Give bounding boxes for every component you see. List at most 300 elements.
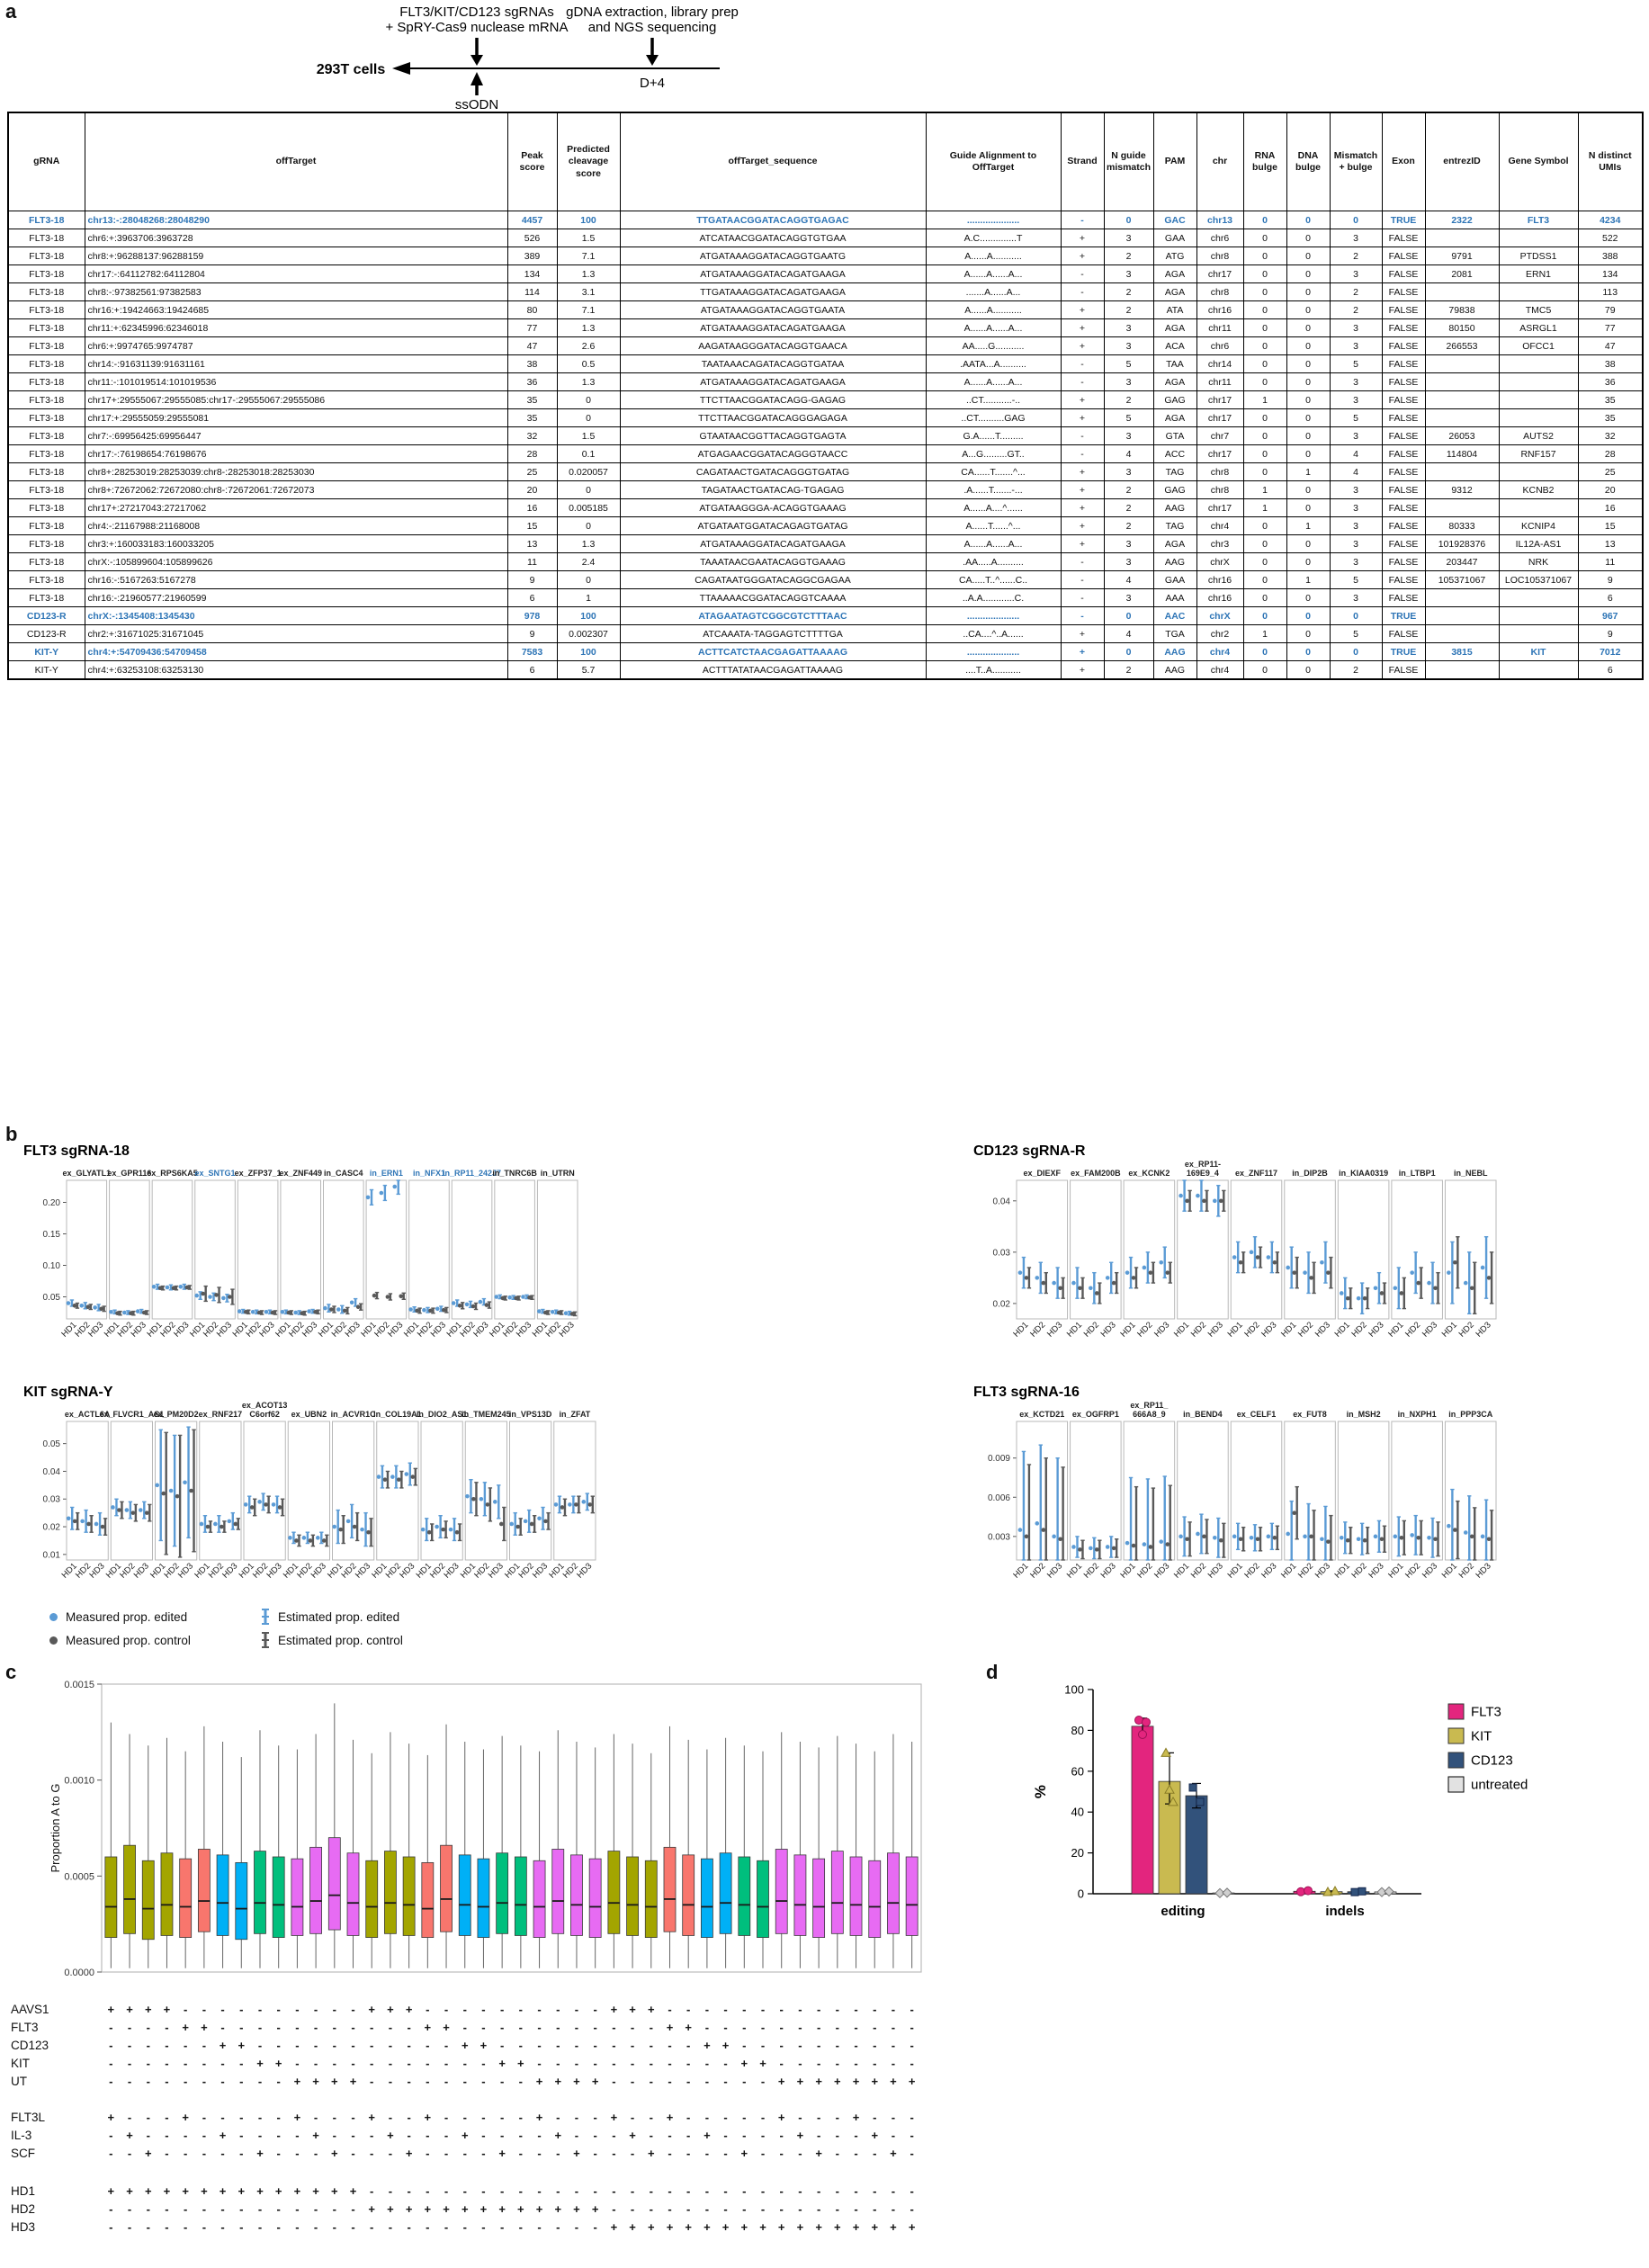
table-cell: - [1061, 211, 1104, 229]
plus-minus-cell: + [461, 2039, 469, 2052]
plus-minus-cell: + [535, 2111, 543, 2124]
table-cell: 3 [1330, 427, 1382, 445]
column-header: N distinct UMIs [1578, 112, 1643, 211]
plus-minus-cell: + [517, 2202, 524, 2216]
table-cell: AAA [1153, 589, 1196, 607]
x-tick-label: HD1 [1439, 1320, 1459, 1340]
table-cell: ATGATAAAGGATACAGGTGAATG [620, 247, 926, 265]
measured-dot [214, 1293, 219, 1297]
table-cell: 0 [1104, 211, 1153, 229]
plus-minus-cell: - [891, 2039, 896, 2052]
plus-minus-cell: - [854, 2147, 858, 2160]
plus-minus-cell: - [351, 2021, 355, 2034]
measured-dot [336, 1307, 341, 1312]
table-cell: ATG [1153, 247, 1196, 265]
table-cell: chr16 [1196, 589, 1243, 607]
x-tick-label: HD1 [188, 1320, 208, 1340]
table-cell: CA.....T..^......C.. [926, 571, 1061, 589]
measured-dot [175, 1494, 180, 1499]
table-cell: ATCAAATA-TAGGAGTCTTTTGA [620, 625, 926, 643]
measured-dot [1363, 1538, 1367, 1543]
plus-minus-cell: - [370, 2184, 374, 2198]
plus-minus-cell: - [257, 2003, 263, 2016]
measured-dot [1447, 1270, 1451, 1275]
table-cell: A......A......A... [926, 373, 1061, 391]
plus-minus-cell: - [537, 2184, 542, 2198]
table-cell: 5 [1330, 409, 1382, 427]
plus-minus-cell: - [910, 2184, 914, 2198]
facet-label: ex_RPS6KA5 [147, 1169, 198, 1178]
plus-minus-cell: + [573, 2147, 580, 2160]
x-tick-label: HD3 [86, 1320, 106, 1340]
table-cell: 0 [1243, 445, 1286, 463]
plus-minus-cell: - [462, 2057, 467, 2070]
plus-minus-cell: - [891, 2129, 896, 2142]
facet-panel [281, 1180, 321, 1319]
table-cell: FALSE [1382, 571, 1425, 589]
table-cell: 266553 [1425, 337, 1499, 355]
table-cell: - [1061, 427, 1104, 445]
table-cell: TRUE [1382, 643, 1425, 661]
plus-minus-cell: - [202, 2147, 207, 2160]
x-tick-label: HD1 [193, 1561, 212, 1581]
plus-minus-cell: - [257, 2021, 263, 2034]
table-cell: 80150 [1425, 319, 1499, 337]
table-cell: + [1061, 319, 1104, 337]
plus-minus-cell: - [239, 2147, 244, 2160]
plus-minus-cell: + [890, 2220, 897, 2234]
plus-minus-cell: + [610, 2111, 618, 2124]
measured-dot [1250, 1536, 1254, 1540]
table-cell: 36 [507, 373, 557, 391]
table-cell: FLT3-18 [8, 319, 85, 337]
plus-minus-cell: - [370, 2075, 374, 2088]
plus-minus-cell: - [574, 2111, 579, 2124]
x-tick-label: HD1 [1118, 1561, 1138, 1581]
plus-minus-cell: - [537, 2147, 542, 2160]
x-tick-label: HD3 [131, 1561, 151, 1581]
group-label: indels [1325, 1904, 1365, 1919]
table-cell: + [1061, 661, 1104, 680]
x-tick-label: HD3 [1420, 1320, 1440, 1340]
table-cell: chr16:-:21960577:21960599 [85, 589, 507, 607]
table-cell: 0 [1286, 589, 1330, 607]
plus-minus-cell: - [686, 2003, 691, 2016]
table-cell: ERN1 [1499, 265, 1578, 283]
measured-dot [1292, 1511, 1296, 1515]
table-cell: + [1061, 337, 1104, 355]
measured-dot [257, 1500, 262, 1504]
plus-minus-cell: - [444, 2075, 449, 2088]
measured-dot [427, 1530, 432, 1535]
y-tick-label: 0.0005 [64, 1871, 94, 1883]
plus-minus-cell: - [276, 2021, 281, 2034]
experiment-schematic [297, 2, 801, 112]
plus-minus-cell: + [890, 2075, 897, 2088]
table-cell: ..CT..........GAG [926, 409, 1061, 427]
table-cell: ..CT...........-.. [926, 391, 1061, 409]
plus-minus-cell: - [723, 2184, 728, 2198]
plus-minus-cell: - [556, 2021, 560, 2034]
plus-minus-cell: - [276, 2129, 281, 2142]
table-cell: 3 [1104, 319, 1153, 337]
facet-label: ex_RP11_ [1130, 1401, 1169, 1410]
facet-label: in_ERN1 [369, 1169, 403, 1178]
measured-dot [1071, 1281, 1076, 1286]
measured-dot [435, 1525, 439, 1529]
facet-label: in_NXPH1 [1397, 1410, 1437, 1419]
plus-minus-cell: - [760, 2021, 766, 2034]
plus-minus-cell: - [370, 2057, 374, 2070]
table-cell: ATGATAAGGGA-ACAGGTGAAAG [620, 499, 926, 517]
plus-minus-cell: - [109, 2075, 113, 2088]
table-cell: TTGATAACGGATACAGGTGAGAC [620, 211, 926, 229]
table-cell: 1.3 [557, 265, 620, 283]
facet-panel [510, 1421, 551, 1560]
plus-minus-cell: - [351, 2039, 355, 2052]
y-tick-label: 0.04 [992, 1197, 1010, 1207]
measured-dot [408, 1307, 413, 1312]
plus-minus-cell: - [593, 2003, 597, 2016]
plus-minus-cell: - [351, 2147, 355, 2160]
table-cell: 2 [1104, 391, 1153, 409]
x-tick-label: HD2 [415, 1320, 435, 1340]
measured-dot [1018, 1270, 1023, 1275]
x-tick-label: HD1 [458, 1561, 479, 1581]
table-row [8, 319, 1643, 337]
measured-dot [404, 1472, 408, 1476]
measured-dot [1239, 1260, 1243, 1265]
table-cell: GTA [1153, 427, 1196, 445]
measured-dot [441, 1528, 445, 1532]
plus-minus-cell: + [777, 2111, 785, 2124]
plus-minus-cell: + [554, 2202, 562, 2216]
x-tick-label: HD1 [1011, 1561, 1031, 1581]
plus-minus-cell: + [126, 2129, 133, 2142]
plus-minus-cell: - [481, 2220, 486, 2234]
plus-minus-cell: - [556, 2184, 560, 2198]
measured-dot [117, 1508, 121, 1512]
plus-minus-cell: - [537, 2021, 542, 2034]
table-cell: chr13 [1196, 211, 1243, 229]
measured-dot [1095, 1291, 1099, 1295]
plus-minus-cell: - [835, 2129, 840, 2142]
plus-minus-cell: - [239, 2129, 244, 2142]
x-tick-label: HD1 [370, 1561, 390, 1581]
facet-label: ex_OGFRP1 [1071, 1410, 1119, 1419]
facet-label: in_ZFAT [559, 1410, 591, 1419]
plus-minus-cell: + [573, 2075, 580, 2088]
x-tick-label: HD3 [129, 1320, 148, 1340]
x-tick-label: HD2 [201, 1320, 221, 1340]
plus-minus-cell: - [388, 2039, 393, 2052]
measured-dot [208, 1295, 212, 1299]
facet-label: ex_RNF217 [198, 1410, 243, 1419]
plus-minus-cell: - [612, 2057, 616, 2070]
plus-minus-cell: - [388, 2021, 393, 2034]
measured-dot [1035, 1521, 1039, 1526]
plus-minus-cell: + [479, 2039, 488, 2052]
measured-dot [500, 1296, 505, 1301]
table-cell: 1 [1286, 463, 1330, 481]
measured-dot [1394, 1286, 1398, 1290]
table-cell: FLT3-18 [8, 355, 85, 373]
measured-dot [316, 1536, 320, 1540]
table-cell: 0 [1243, 283, 1286, 301]
matrix-row-label: FLT3 [11, 2021, 39, 2034]
table-cell: 2 [1330, 283, 1382, 301]
plus-minus-cell: + [479, 2202, 488, 2216]
editing-indels-bar-chart [1008, 1673, 1642, 1961]
table-cell: chr2 [1196, 625, 1243, 643]
table-cell: 47 [1578, 337, 1643, 355]
plus-minus-cell: + [908, 2075, 916, 2088]
table-cell [1425, 391, 1499, 409]
measured-dot [543, 1519, 548, 1524]
column-header: Gene Symbol [1499, 112, 1578, 211]
plus-minus-cell: - [257, 2111, 263, 2124]
table-header-row [8, 112, 1643, 211]
plus-minus-cell: - [426, 2075, 430, 2088]
plus-minus-cell: - [499, 2129, 505, 2142]
x-tick-label: HD2 [1242, 1320, 1262, 1340]
plus-minus-cell: - [146, 2075, 150, 2088]
plus-minus-cell: - [146, 2202, 150, 2216]
table-cell: 0 [1286, 373, 1330, 391]
measured-dot [1464, 1281, 1468, 1286]
x-tick-label: HD2 [383, 1561, 403, 1581]
table-cell: RNF157 [1499, 445, 1578, 463]
measured-dot [1292, 1270, 1296, 1275]
plus-minus-cell: - [257, 2039, 263, 2052]
column-header: Exon [1382, 112, 1425, 211]
table-cell [1499, 229, 1578, 247]
x-tick-label: HD3 [1313, 1561, 1333, 1581]
table-cell: 3 [1104, 265, 1153, 283]
y-tick-label: 0.0015 [64, 1680, 94, 1690]
plus-minus-cell: - [426, 2003, 430, 2016]
x-tick-label: HD3 [1420, 1561, 1440, 1581]
plus-minus-cell: + [647, 2003, 655, 2016]
plus-minus-cell: - [686, 2202, 691, 2216]
y-tick-label: 0.01 [42, 1550, 60, 1561]
table-cell: AGA [1153, 535, 1196, 553]
box [441, 1845, 453, 1932]
x-tick-label: HD1 [1118, 1320, 1138, 1340]
table-cell: chr8+:28253019:28253039:chr8-:28253018:28253030 [85, 463, 507, 481]
column-header: Strand [1061, 112, 1104, 211]
facet-label: ex_PM20D2 [153, 1410, 199, 1419]
table-cell: TGA [1153, 625, 1196, 643]
facet-label: ex_UBN2 [291, 1410, 327, 1419]
measured-dot [332, 1525, 336, 1529]
measured-dot [1346, 1538, 1350, 1543]
measured-dot [294, 1538, 299, 1543]
table-cell: 0 [1243, 265, 1286, 283]
table-row [8, 391, 1643, 409]
table-cell: 389 [507, 247, 557, 265]
y-tick-label: 0.0010 [64, 1775, 94, 1787]
plus-minus-cell: - [295, 2039, 300, 2052]
measured-dot [397, 1477, 401, 1482]
facet-label: in_TMEM245 [462, 1410, 511, 1419]
measured-dot [183, 1480, 187, 1484]
table-cell: 3 [1330, 373, 1382, 391]
measured-dot [250, 1505, 255, 1510]
measured-dot [1400, 1536, 1404, 1540]
table-cell: - [1061, 445, 1104, 463]
table-cell: 0 [1243, 571, 1286, 589]
plus-minus-cell: + [182, 2184, 189, 2198]
measured-dot [390, 1475, 395, 1479]
facet-label: ex_FAM200B [1071, 1169, 1121, 1178]
table-cell: TAAATAACGAATACAGGTGAAAG [620, 553, 926, 571]
measured-dot [410, 1475, 415, 1479]
x-tick-label: HD1 [1332, 1561, 1352, 1581]
table-cell: 0 [1243, 427, 1286, 445]
column-header: offTarget [85, 112, 507, 211]
measured-dot [574, 1502, 578, 1507]
table-cell: AGA [1153, 283, 1196, 301]
plot-title: CD123 sgRNA-R [973, 1143, 1086, 1159]
table-cell: - [1061, 355, 1104, 373]
table-cell: chr16 [1196, 301, 1243, 319]
plus-minus-cell: - [462, 2220, 467, 2234]
box [198, 1849, 210, 1932]
plus-minus-cell: - [704, 2147, 710, 2160]
table-cell: chr4 [1196, 517, 1243, 535]
table-cell: 0 [1243, 355, 1286, 373]
plus-minus-cell: - [239, 2003, 244, 2016]
table-cell: 0 [1243, 373, 1286, 391]
facet-label: ex_CELF1 [1236, 1410, 1277, 1419]
plus-minus-cell: - [351, 2003, 355, 2016]
measured-dot [1185, 1537, 1189, 1541]
table-cell: .AATA...A.......... [926, 355, 1061, 373]
measured-dot [471, 1497, 476, 1502]
plus-minus-cell: - [742, 2021, 747, 2034]
facet-panel [67, 1421, 108, 1560]
facet-label: ex_ACOT13 [241, 1401, 288, 1410]
table-cell: 80 [507, 301, 557, 319]
table-cell: chr4 [1196, 643, 1243, 661]
measured-dot [329, 1307, 334, 1312]
table-cell: 77 [1578, 319, 1643, 337]
plus-minus-cell: + [126, 2003, 133, 2016]
measured-dot [524, 1519, 528, 1524]
plus-minus-cell: - [276, 2039, 281, 2052]
table-cell: TTCTTAACGGATACAGGGAGAGA [620, 409, 926, 427]
y-tick-label: 100 [1064, 1682, 1084, 1697]
table-cell: 0 [1243, 553, 1286, 571]
plus-minus-cell: - [574, 2129, 579, 2142]
table-cell: chr4:+:54709436:54709458 [85, 643, 507, 661]
table-cell: 0 [1243, 247, 1286, 265]
table-cell: 7.1 [557, 301, 620, 319]
column-header: Mismatch + bulge [1330, 112, 1382, 211]
table-cell: 2081 [1425, 265, 1499, 283]
plus-minus-cell: + [704, 2129, 711, 2142]
x-tick-label: HD1 [414, 1561, 434, 1581]
measured-dot [1374, 1286, 1378, 1290]
table-cell: 25 [507, 463, 557, 481]
plus-minus-cell: - [239, 2220, 244, 2234]
table-cell: 0 [1286, 319, 1330, 337]
plus-minus-cell: - [593, 2057, 597, 2070]
table-cell: FALSE [1382, 463, 1425, 481]
matrix-row-label: HD1 [11, 2184, 36, 2198]
measured-dot [1132, 1544, 1136, 1548]
plus-minus-cell: - [779, 2039, 784, 2052]
table-cell: 9791 [1425, 247, 1499, 265]
facet-label: in_CASC4 [324, 1169, 363, 1178]
plus-minus-cell: - [313, 2220, 318, 2234]
measured-dot [1326, 1270, 1331, 1275]
facet-label: in_KIAA0319 [1339, 1169, 1389, 1178]
measured-dot [1363, 1296, 1367, 1301]
table-cell: FALSE [1382, 499, 1425, 517]
plus-minus-cell: - [798, 2202, 802, 2216]
plus-minus-cell: - [444, 2129, 449, 2142]
table-cell: chr11:-:101019514:101019536 [85, 373, 507, 391]
plus-minus-cell: - [891, 2003, 896, 2016]
plus-minus-cell: + [535, 2202, 543, 2216]
measured-dot-icon [49, 1613, 58, 1621]
table-cell: 0 [1286, 607, 1330, 625]
measured-dot [581, 1500, 586, 1504]
plus-minus-cell: - [313, 2021, 318, 2034]
measured-dot [1427, 1281, 1431, 1286]
panel-d-label: d [986, 1661, 999, 1683]
plus-minus-cell: - [239, 2111, 244, 2124]
plus-minus-cell: - [518, 2220, 524, 2234]
plus-minus-cell: - [332, 2057, 336, 2070]
x-tick-label: HD3 [175, 1561, 196, 1581]
plus-minus-cell: + [740, 2057, 748, 2070]
box [570, 1855, 582, 1936]
measured-dot [1453, 1260, 1457, 1265]
plus-minus-cell: + [461, 2129, 469, 2142]
table-cell: chrX:-:1345408:1345430 [85, 607, 507, 625]
measured-dot [494, 1295, 498, 1299]
table-cell: TTAAAAACGGATACAGGTCAAAA [620, 589, 926, 607]
table-cell [1499, 463, 1578, 481]
plus-minus-cell: - [462, 2003, 467, 2016]
plus-minus-cell: - [313, 2039, 318, 2052]
table-cell [1499, 409, 1578, 427]
plus-minus-cell: + [610, 2003, 618, 2016]
x-tick-label: HD3 [1152, 1320, 1172, 1340]
table-cell: FLT3-18 [8, 427, 85, 445]
measured-dot [307, 1309, 311, 1313]
measured-dot [172, 1286, 176, 1290]
x-tick-label: HD2 [329, 1320, 349, 1340]
table-cell: 16 [507, 499, 557, 517]
table-cell [1499, 589, 1578, 607]
facet-label: in_COL19A1 [373, 1410, 422, 1419]
legend-swatch [1448, 1753, 1464, 1768]
plus-minus-cell: - [426, 2220, 430, 2234]
plus-minus-cell: - [760, 2129, 766, 2142]
table-cell: + [1061, 499, 1104, 517]
table-cell: chr16:-:5167263:5167278 [85, 571, 507, 589]
plus-minus-cell: - [407, 2039, 411, 2052]
y-tick-label: 0.003 [987, 1532, 1010, 1543]
plus-minus-cell: + [219, 2184, 227, 2198]
table-cell: 36 [1578, 373, 1643, 391]
column-header: PAM [1153, 112, 1196, 211]
facet-panel [554, 1421, 596, 1560]
